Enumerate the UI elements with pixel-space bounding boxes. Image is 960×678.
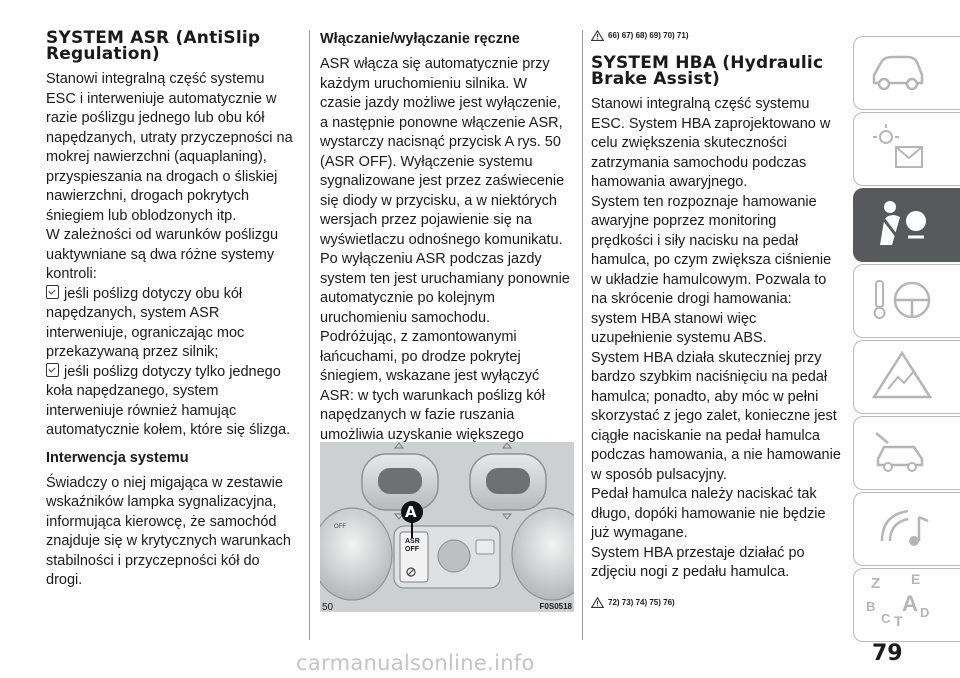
intervention-paragraph: Świadczy o niej migająca w zestawie wskaźników lampka sygnalizacyjna, informująca kierowcę, że samochód znajduje się w krytycznych warunkach stabilności i przyczepności kół do drogi. — [46, 474, 291, 588]
warning-triangle-icon — [591, 597, 604, 608]
section-heading-manual: Włączanie/wyłączanie ręczne — [320, 31, 520, 47]
warning-refs-top — [591, 30, 841, 41]
index-letter: T — [894, 613, 903, 629]
warning-refs-text: 72) 73) 74) 75) 76) — [608, 597, 675, 607]
index-letter: B — [866, 599, 876, 614]
list-item-one-wheel — [46, 363, 296, 441]
knob-off-label: OFF — [334, 524, 346, 530]
column-divider — [582, 30, 583, 640]
dashboard-controls-illustration — [320, 442, 574, 612]
tab-maintenance[interactable] — [853, 416, 960, 490]
list-item-both-wheels — [46, 285, 296, 363]
asr-button-label: ASR — [405, 538, 420, 545]
warning-triangle-icon — [591, 30, 604, 41]
index-letter: Z — [871, 575, 881, 592]
asr-button-label-off: OFF — [405, 546, 419, 553]
asr-conditions-paragraph: W zależności od warunków poślizgu uaktywniane są dwa różne systemy kontroli: — [46, 227, 279, 282]
warning-refs-text: 66) 67) 68) 69) 70) 71) — [608, 31, 689, 40]
seatbelt-airbag-icon — [868, 197, 938, 251]
tab-multimedia[interactable] — [853, 492, 960, 566]
hba-paragraph-2: System ten rozpoznaje hamowanie awaryjne poprzez monitoring prędkości i siły nacisku na pedał hamulca, po czym zwiększa ciśnienie w układzie hamulcowym. Pozwala to na skrócenie drogi hamowania: system HBA stanowi więc uzupełnienie systemu ABS. — [591, 193, 832, 346]
hba-paragraph-5: System HBA przestaje działać po zdjęciu nogi z pedału hamulca. — [591, 544, 805, 580]
tab-index[interactable] — [853, 568, 960, 642]
tab-vehicle-overview[interactable] — [853, 36, 960, 110]
tab-emergency[interactable] — [853, 340, 960, 414]
manual-paragraph-3: Podróżując, z zamontowanymi łańcuchami, po drodze pokrytej śniegiem, wskazane jest wyłączyć ASR: w tych warunkach poślizg kół napędzanych w fazie ruszania umożliwia uzyskanie większego — [320, 329, 545, 443]
section-heading-hba: SYSTEM HBA (Hydraulic Brake Assist) — [591, 53, 824, 89]
figure-number: 50 — [322, 602, 334, 613]
column-manual-toggle — [320, 30, 572, 465]
warning-refs-bottom — [591, 597, 841, 608]
hba-paragraph-3: System HBA działa skuteczniej przy bardzo szybkim naciśnięciu na pedał hamulca; ponadto, aby móc w pełni skorzystać z jego zalet, konieczne jest ciągłe naciskanie na pedał hamulca podczas hamowania, a nie hamowanie w sposób pulsacyjny. — [591, 349, 841, 483]
tab-instruments[interactable] — [853, 112, 960, 186]
column-asr — [46, 30, 296, 591]
key-and-steering-wheel-icon — [868, 273, 938, 327]
manual-paragraph-1: ASR włącza się automatycznie przy każdym uruchomieniu silnika. W czasie jazdy możliwe jest wyłączenie, a następnie ponowne włączenie ASR, wystarczy nacisnąć przycisk A rys. 50 (ASR OFF). Wyłączenie systemu sygnalizowane jest przez zaświecenie się diody w przycisku, a w niektórych wersjach przez pojawienie się na wyświetlaczu odnośnego komunikatu. — [320, 56, 565, 248]
column-divider — [309, 30, 310, 640]
column-hba — [591, 30, 841, 608]
asr-intro-paragraph: Stanowi integralną część systemu ESC i interweniuje automatycznie w razie poślizgu jednego lub obu kół napędzanych, utraty przyczepności na mokrej nawierzchni (aquaplaning), przyspieszania na drogach o śliskiej nawierzchni, drogach pokrytych śniegiem lub oblodzonych itp. — [46, 71, 293, 224]
hba-paragraph-4: Pedał hamulca należy naciskać tak długo, dopóki hamowanie nie będzie już wymagane. — [591, 486, 826, 541]
tab-starting-driving[interactable] — [853, 264, 960, 338]
figure-code: F0S0518 — [539, 602, 572, 611]
section-heading-asr: SYSTEM ASR (AntiSlip Regulation) — [46, 28, 261, 64]
warning-road-icon — [868, 349, 938, 403]
tab-safety[interactable] — [853, 188, 960, 262]
car-icon — [868, 45, 928, 95]
lights-and-message-icon — [868, 121, 928, 173]
hba-paragraph-1: Stanowi integralną część systemu ESC. System HBA zaprojektowano w celu zwiększenia skuteczności zatrzymania samochodu podczas hamowania awaryjnego. — [591, 96, 831, 190]
multimedia-note-icon — [868, 501, 938, 555]
index-letter: C — [881, 611, 891, 626]
subheading-intervention: Interwencja systemu — [46, 449, 189, 466]
watermark: carmanualsonline.info — [296, 651, 535, 675]
checkbox-bullet-icon — [46, 363, 59, 377]
manual-paragraph-2: Po wyłączeniu ASR podczas jazdy system ten jest uruchamiany ponownie automatycznie po kolejnym uruchomieniu samochodu. — [320, 251, 570, 326]
checkbox-bullet-icon — [46, 285, 59, 299]
callout-label-a: A — [405, 503, 417, 521]
list-item-text: jeśli poślizg dotyczy obu kół napędzanych, system ASR interweniuje, ograniczając moc przekazywaną przez silnik; — [46, 285, 245, 360]
index-letter: A — [902, 591, 918, 616]
car-lifted-service-icon — [868, 425, 938, 479]
index-letter: E — [911, 571, 921, 587]
page-number: 79 — [872, 641, 903, 666]
index-letter: D — [920, 605, 930, 620]
figure-asr-button — [320, 442, 574, 612]
list-item-text: jeśli poślizg dotyczy tylko jednego koła napędzanego, system interweniuje również hamując automatycznie kołem, które się ślizga. — [46, 363, 291, 438]
